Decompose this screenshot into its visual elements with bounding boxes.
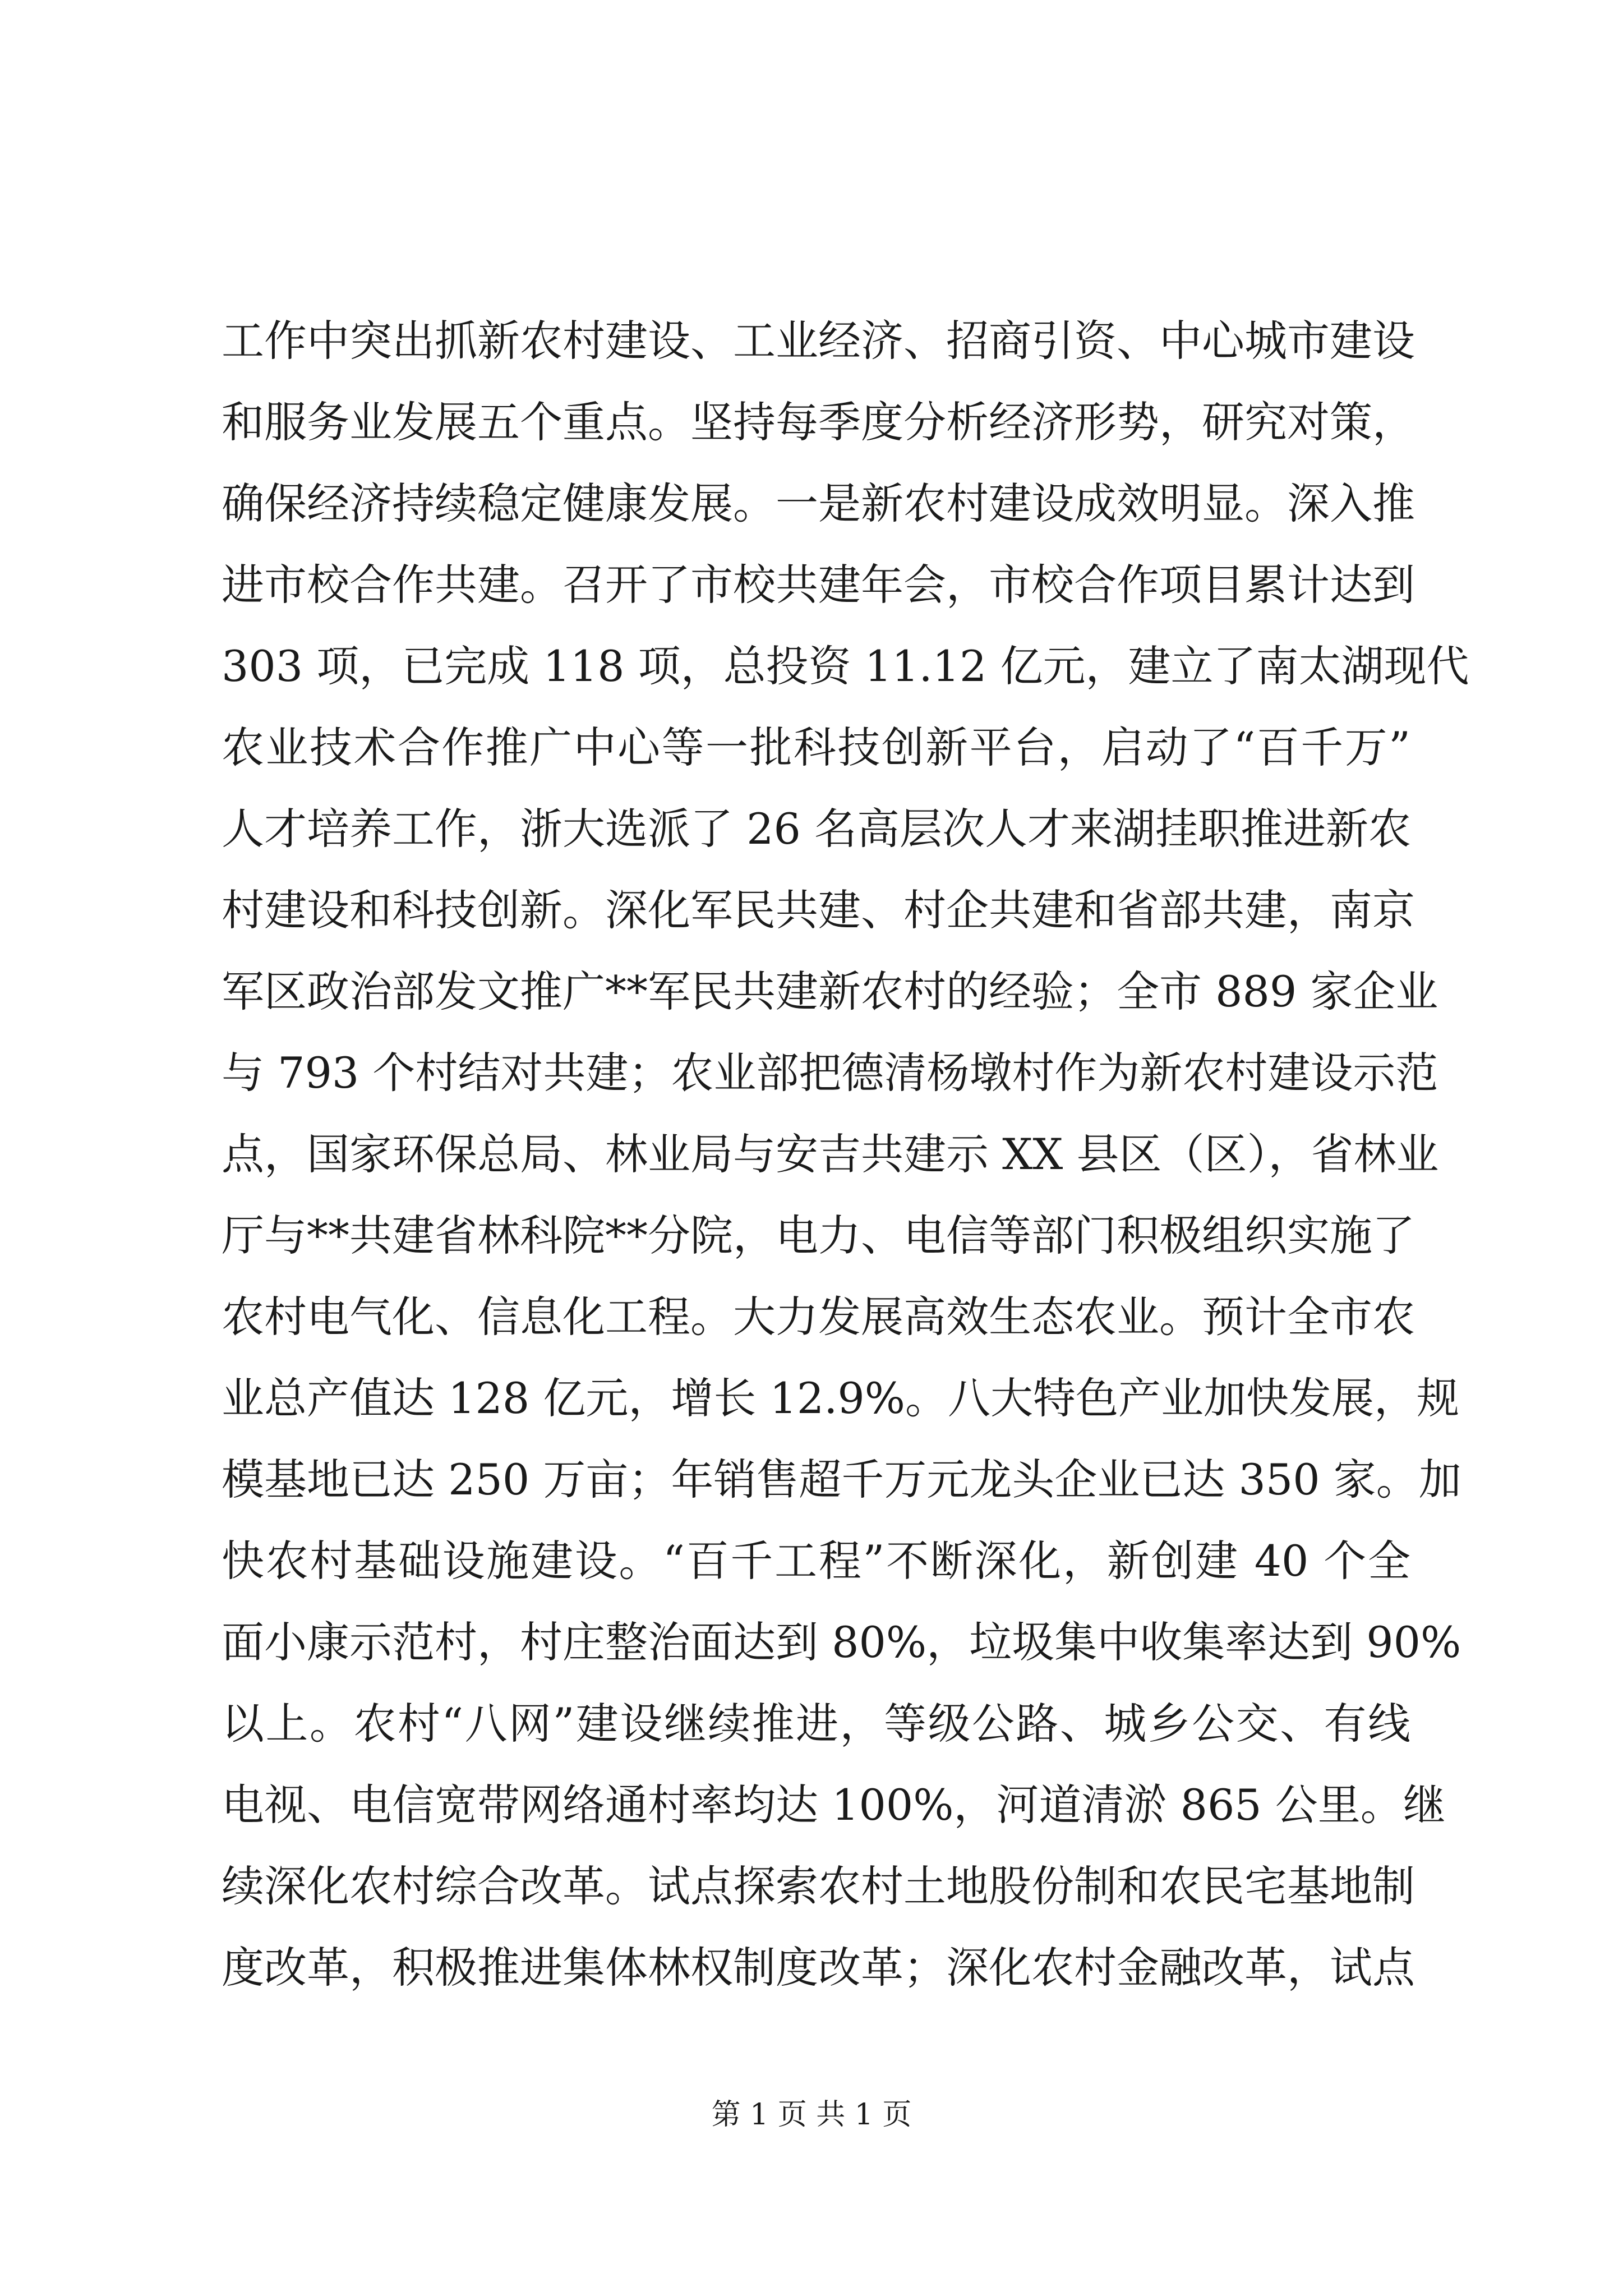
text-line: 业总产值达 128 亿元，增长 12.9%。八大特色产业加快发展，规 — [222, 1373, 1459, 1423]
text-line: 人才培养工作，浙大选派了 26 名高层次人才来湖挂职推进新农 — [222, 804, 1412, 854]
text-line: 进市校合作共建。召开了市校共建年会，市校合作项目累计达到 — [222, 560, 1415, 610]
text-line: 与 793 个村结对共建；农业部把德清杨墩村作为新农村建设示范 — [222, 1048, 1438, 1098]
text-line: 确保经济持续稳定健康发展。一是新农村建设成效明显。深入推 — [222, 478, 1415, 528]
text-line: 面小康示范村，村庄整治面达到 80%，垃圾集中收集率达到 90% — [222, 1617, 1461, 1667]
text-line: 电视、电信宽带网络通村率均达 100%，河道清淤 865 公里。继 — [222, 1780, 1446, 1830]
text-line: 点，国家环保总局、林业局与安吉共建示 XX 县区（区），省林业 — [222, 1129, 1439, 1179]
text-line: 以上。农村“八网”建设继续推进，等级公路、城乡公交、有线 — [222, 1699, 1410, 1749]
text-line: 军区政治部发文推广**军民共建新农村的经验；全市 889 家企业 — [222, 967, 1438, 1016]
text-line: 工作中突出抓新农村建设、工业经济、招商引资、中心城市建设 — [222, 316, 1415, 366]
text-line: 农业技术合作推广中心等一批科技创新平台，启动了“百千万” — [222, 723, 1410, 772]
text-line: 度改革，积极推进集体林权制度改革；深化农村金融改革，试点 — [222, 1943, 1415, 1993]
text-line: 303 项，已完成 118 项，总投资 11.12 亿元，建立了南太湖现代 — [222, 641, 1469, 691]
text-line: 农村电气化、信息化工程。大力发展高效生态农业。预计全市农 — [222, 1292, 1415, 1342]
text-line: 厅与**共建省林科院**分院，电力、电信等部门积极组织实施了 — [222, 1211, 1415, 1260]
text-line: 和服务业发展五个重点。坚持每季度分析经济形势，研究对策， — [222, 397, 1415, 447]
text-line: 续深化农村综合改革。试点探索农村土地股份制和农民宅基地制 — [222, 1861, 1415, 1911]
text-line: 快农村基础设施建设。“百千工程”不断深化，新创建 40 个全 — [222, 1536, 1410, 1586]
page-footer: 第 1 页 共 1 页 — [711, 2098, 912, 2132]
body-paragraph — [222, 300, 1469, 2008]
text-line: 村建设和科技创新。深化军民共建、村企共建和省部共建，南京 — [222, 885, 1415, 935]
text-line: 模基地已达 250 万亩；年销售超千万元龙头企业已达 350 家。加 — [222, 1455, 1461, 1504]
